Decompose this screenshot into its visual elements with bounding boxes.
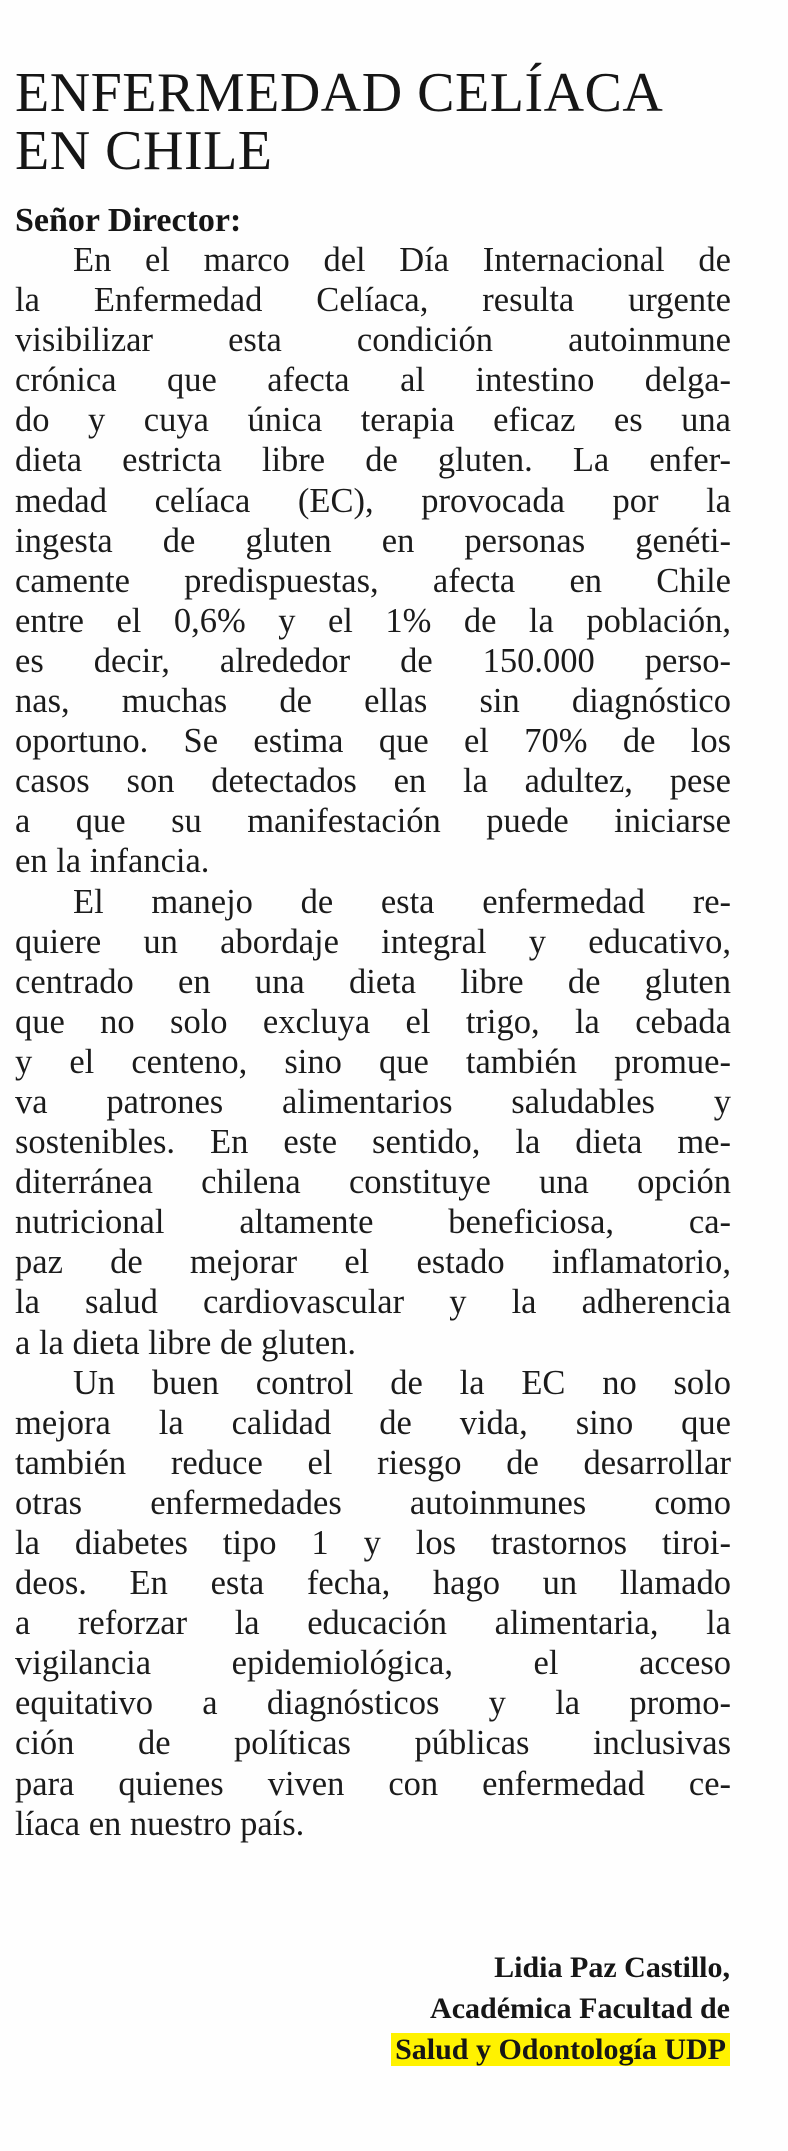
salutation: Señor Director:	[15, 202, 242, 239]
body-line: la Enfermedad Celíaca, resulta urgente	[15, 281, 731, 320]
body-line: crónica que afecta al intestino delga-	[15, 361, 731, 400]
body-line: vigilancia epidemiológica, el acceso	[15, 1644, 731, 1683]
body-line: El manejo de esta enfermedad re-	[73, 882, 731, 921]
highlighted-text: Salud y Odontología UDP	[391, 2033, 730, 2066]
title-line: ENFERMEDAD CELÍACA	[15, 62, 664, 124]
body-line: dieta estricta libre de gluten. La enfer-	[15, 441, 731, 480]
body-line: y el centeno, sino que también promue-	[15, 1042, 731, 1081]
body-line: que no solo excluya el trigo, la cebada	[15, 1002, 731, 1041]
body-line: es decir, alrededor de 150.000 perso-	[15, 641, 731, 680]
body-line: a reforzar la educación alimentaria, la	[15, 1604, 731, 1643]
title-line: EN CHILE	[15, 120, 273, 182]
body-line: deos. En esta fecha, hago un llamado	[15, 1564, 731, 1603]
article-title	[15, 64, 731, 180]
body-line: nutricional altamente beneficiosa, ca-	[15, 1203, 731, 1242]
body-line: va patrones alimentarios saludables y	[15, 1082, 731, 1121]
body-line: a que su manifestación puede iniciarse	[15, 802, 731, 841]
author-faculty	[391, 2029, 730, 2070]
body-line: también reduce el riesgo de desarrollar	[15, 1443, 731, 1482]
body-line: diterránea chilena constituye una opción	[15, 1163, 731, 1202]
body-line: do y cuya única terapia eficaz es una	[15, 401, 731, 440]
body-line: equitativo a diagnósticos y la promo-	[15, 1684, 731, 1723]
body-line: a la dieta libre de gluten.	[15, 1323, 357, 1362]
body-line: mejora la calidad de vida, sino que	[15, 1403, 731, 1442]
body-line: casos son detectados en la adultez, pese	[15, 762, 731, 801]
author-role: Académica Facultad de	[430, 1992, 730, 2025]
body-line: centrado en una dieta libre de gluten	[15, 962, 731, 1001]
body-line: En el marco del Día Internacional de	[73, 241, 731, 279]
body-line: visibilizar esta condición autoinmune	[15, 321, 731, 360]
body-line: nas, muchas de ellas sin diagnóstico	[15, 682, 731, 721]
body-line: oportuno. Se estima que el 70% de los	[15, 722, 731, 761]
body-line: medad celíaca (EC), provocada por la	[15, 481, 731, 520]
body-line: la diabetes tipo 1 y los trastornos tiroi-	[15, 1524, 731, 1562]
letter-body	[15, 240, 731, 1844]
body-line: ingesta de gluten en personas genéti-	[15, 521, 731, 560]
body-line: en la infancia.	[15, 842, 210, 881]
signature-block	[391, 1947, 730, 2070]
letter-to-editor	[15, 64, 731, 1844]
body-line: Un buen control de la EC no solo	[73, 1363, 731, 1402]
body-line: otras enfermedades autoinmunes como	[15, 1483, 731, 1522]
body-line: la salud cardiovascular y la adherencia	[15, 1283, 731, 1322]
body-line: sostenibles. En este sentido, la dieta me-	[15, 1123, 731, 1162]
body-line: entre el 0,6% y el 1% de la población,	[15, 601, 731, 640]
body-line: camente predispuestas, afecta en Chile	[15, 561, 731, 600]
body-line: quiere un abordaje integral y educativo,	[15, 922, 731, 961]
body-line: paz de mejorar el estado inflamatorio,	[15, 1243, 731, 1282]
author-name: Lidia Paz Castillo,	[494, 1951, 730, 1984]
body-line: ción de políticas públicas inclusivas	[15, 1724, 731, 1763]
body-line: para quienes viven con enfermedad ce-	[15, 1764, 731, 1803]
body-line: líaca en nuestro país.	[15, 1804, 305, 1843]
